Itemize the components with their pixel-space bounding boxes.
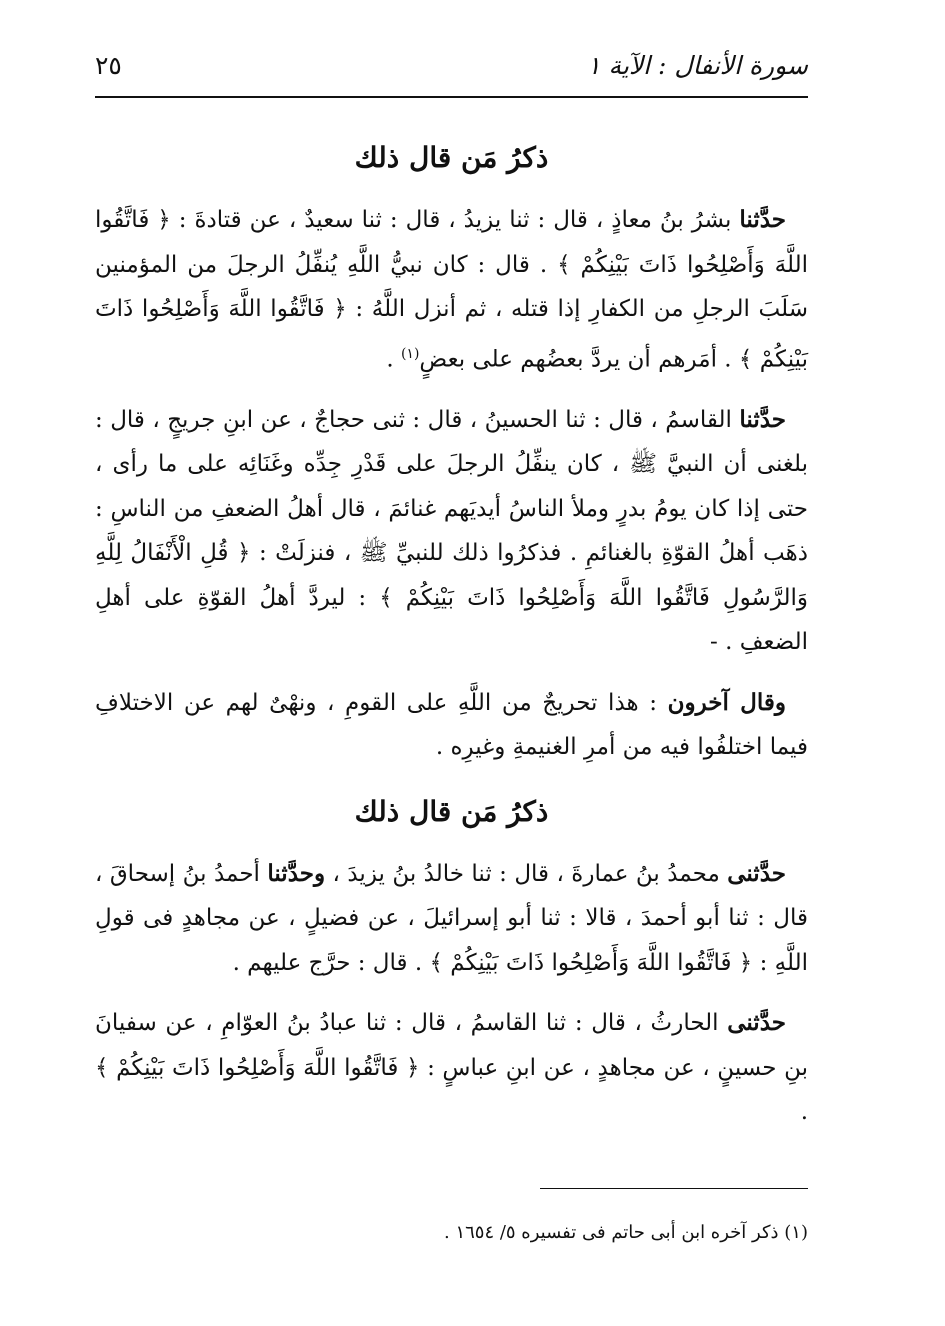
section-heading: ذكرُ مَن قال ذلك	[354, 141, 549, 174]
quran-quote: ﴿ فَاتَّقُوا اللَّهَ وَأَصْلِحُوا ذَاتَ بَيْنِكُمْ ﴾	[95, 1054, 420, 1081]
isnad-lead: وحدَّثنا	[267, 859, 326, 887]
page-header	[95, 40, 808, 98]
paragraph	[95, 1001, 808, 1135]
isnad-lead: حدَّثنى	[727, 1009, 786, 1037]
page-body	[95, 138, 808, 1151]
paragraph-text: القاسمُ ، قال : ثنا الحسينُ ، قال : ثنى حجاجٌ ، عن ابنِ جريجٍ ، قال : بلغنى أن النبيَّ ﷺ ، كان ينفِّلُ الرجلَ على قَدْرِ جِدِّه وغَنَائِه على ما رأى ، حتى إذا كان يومُ بدرٍ وملأ الناسُ أيديَهم غنائمَ ، قال أهلُ الضعفِ من الناسِ : ذهَب أهلُ القوّةِ بالغنائمِ . فذكرُوا ذلك للنبيِّ ﷺ ، فنزلَتْ :	[95, 406, 808, 567]
paragraph	[95, 398, 808, 665]
paragraph-text: . قال : حرَّج عليهم .	[232, 949, 430, 976]
page-number: ٢٥	[95, 51, 122, 80]
paragraph-text: .	[800, 1099, 808, 1126]
isnad-lead: حدَّثنى	[727, 859, 786, 887]
section-heading: ذكرُ مَن قال ذلك	[354, 794, 549, 828]
paragraph-text: : هذا تحريجٌ من اللَّهِ على القومِ ، ونهْىٌ لهم عن الاختلافِ فيما اختلفُوا فيه من أمرِ الغنيمةِ وغيرِه .	[95, 689, 808, 761]
footnote-reference: (١)	[400, 345, 420, 362]
quran-quote: ﴿ فَاتَّقُوا اللَّهَ وَأَصْلِحُوا ذَاتَ بَيْنِكُمْ ﴾	[95, 207, 808, 278]
paragraph	[95, 681, 808, 770]
quran-quote: ﴿ فَاتَّقُوا اللَّهَ وَأَصْلِحُوا ذَاتَ بَيْنِكُمْ ﴾	[429, 949, 753, 976]
paragraph-text: أحمدُ بنُ إسحاقَ ، قال : ثنا أبو أحمدَ ، قالا : ثنا أبو إسرائيلَ ، عن فضيلٍ ، عن مجاهدٍ فى قولِ اللَّهِ :	[95, 860, 808, 976]
paragraph-text: الحارثُ ، قال : ثنا القاسمُ ، قال : ثنا عبادُ بنُ العوّامِ ، عن سفيانَ بنِ حسينٍ ، عن مجاهدٍ ، عن ابنِ عباسٍ :	[95, 1010, 808, 1081]
paragraph	[95, 852, 808, 986]
paragraph-text: . أمَرهم أن يردَّ بعضُهم على بعضٍ	[419, 346, 739, 373]
quran-quote: ﴿ قُلِ الْأَنْفَالُ لِلَّهِ وَالرَّسُولِ فَاتَّقُوا اللَّهَ وَأَصْلِحُوا ذَاتَ بَيْنِكُمْ ﴾	[95, 540, 808, 611]
paragraph-text: .	[386, 346, 401, 373]
quran-quote: ﴿ فَاتَّقُوا اللَّهَ وَأَصْلِحُوا ذَاتَ بَيْنِكُمْ ﴾	[95, 296, 808, 373]
paragraph-text: محمدُ بنُ عمارةَ ، قال : ثنا خالدُ بنُ يزيدَ ،	[325, 860, 728, 887]
paragraph	[95, 198, 808, 382]
isnad-lead: حدَّثنا	[739, 206, 787, 233]
paragraph-text: بشرُ بنُ معاذٍ ، قال : ثنا يزيدُ ، قال : ثنا سعيدٌ ، عن قتادةَ :	[170, 207, 732, 233]
footnote: (١) ذكر آخره ابن أبى حاتم فى تفسيره ٥/ ١٦٥٤ .	[443, 1222, 808, 1243]
running-head: سورة الأنفال : الآية ١	[587, 51, 808, 80]
footnote-divider	[540, 1188, 808, 1189]
paragraph-text: . قال : كان نبيُّ اللَّهِ يُنفِّلُ الرجلَ من المؤمنين سَلَبَ الرجلِ من الكفارِ إذا قتله ، ثم أنزل اللَّهُ :	[95, 251, 808, 322]
isnad-lead: وقال آخرون	[667, 688, 787, 716]
paragraph-text: : ليردَّ أهلُ القوّةِ على أهلِ الضعفِ . -	[95, 584, 808, 656]
isnad-lead: حدَّثنا	[739, 405, 787, 433]
